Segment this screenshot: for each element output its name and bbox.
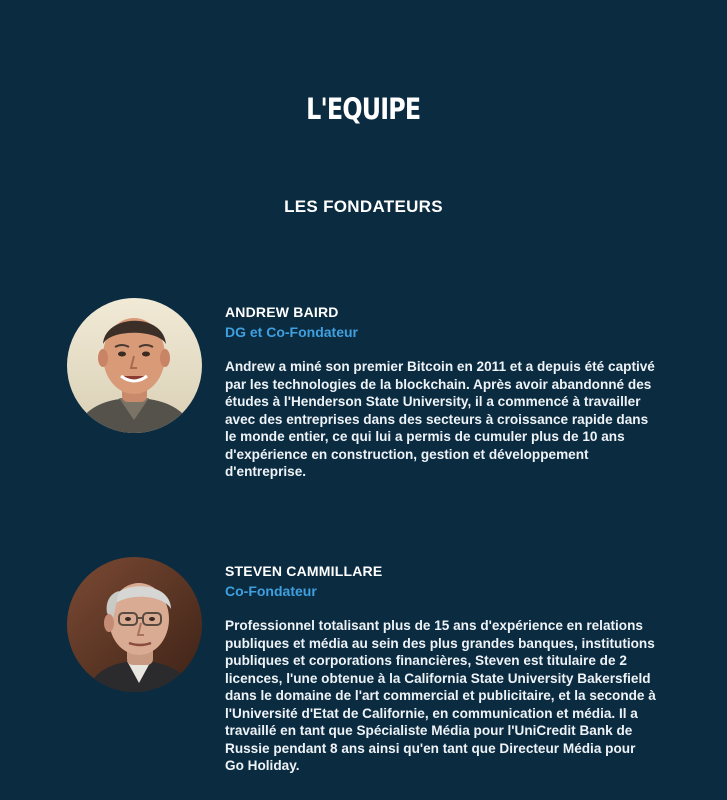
founder-avatar-andrew-baird (67, 298, 202, 433)
founder-bio: Andrew a miné son premier Bitcoin en 2011 et a depuis été captivé par les technologies de la blockchain. Après avoir abandonné des études à l'Henderson State University, il a commencé à travailler avec des entreprises dans des secteurs à croissance rapide dans le monde entier, ce qui lui a permis de cumuler plus de 10 ans d'expérience en construction, gestion et développement d'entreprise. (225, 359, 655, 479)
founder-avatar-steven-cammillare (67, 557, 202, 692)
founder-role: DG et Co-Fondateur (225, 324, 358, 340)
founder-name: STEVEN CAMMILLARE (225, 563, 383, 579)
founder-role: Co-Fondateur (225, 583, 317, 599)
portrait-photo-icon (67, 298, 202, 433)
portrait-photo-icon (67, 557, 202, 692)
section-title: LES FONDATEURS (284, 197, 443, 216)
page-title: L'EQUIPE (306, 92, 421, 126)
founder-name: ANDREW BAIRD (225, 304, 339, 320)
founder-bio: Professionnel totalisant plus de 15 ans d'expérience en relations publiques et média au sein des plus grandes banques, institutions publiques et corporations financières, Steven est titulaire de 2 licences, l'une obtenue à la California State University Bakersfield dans le domaine de l'art commercial et publicitaire, et la seconde à l'Université d'Etat de Californie, en communication et média. Il a travaillé en tant que Spécialiste Média pour l'UniCredit Bank de Russie pendant 8 ans ainsi qu'en tant que Directeur Média pour Go Holiday. (225, 618, 656, 773)
